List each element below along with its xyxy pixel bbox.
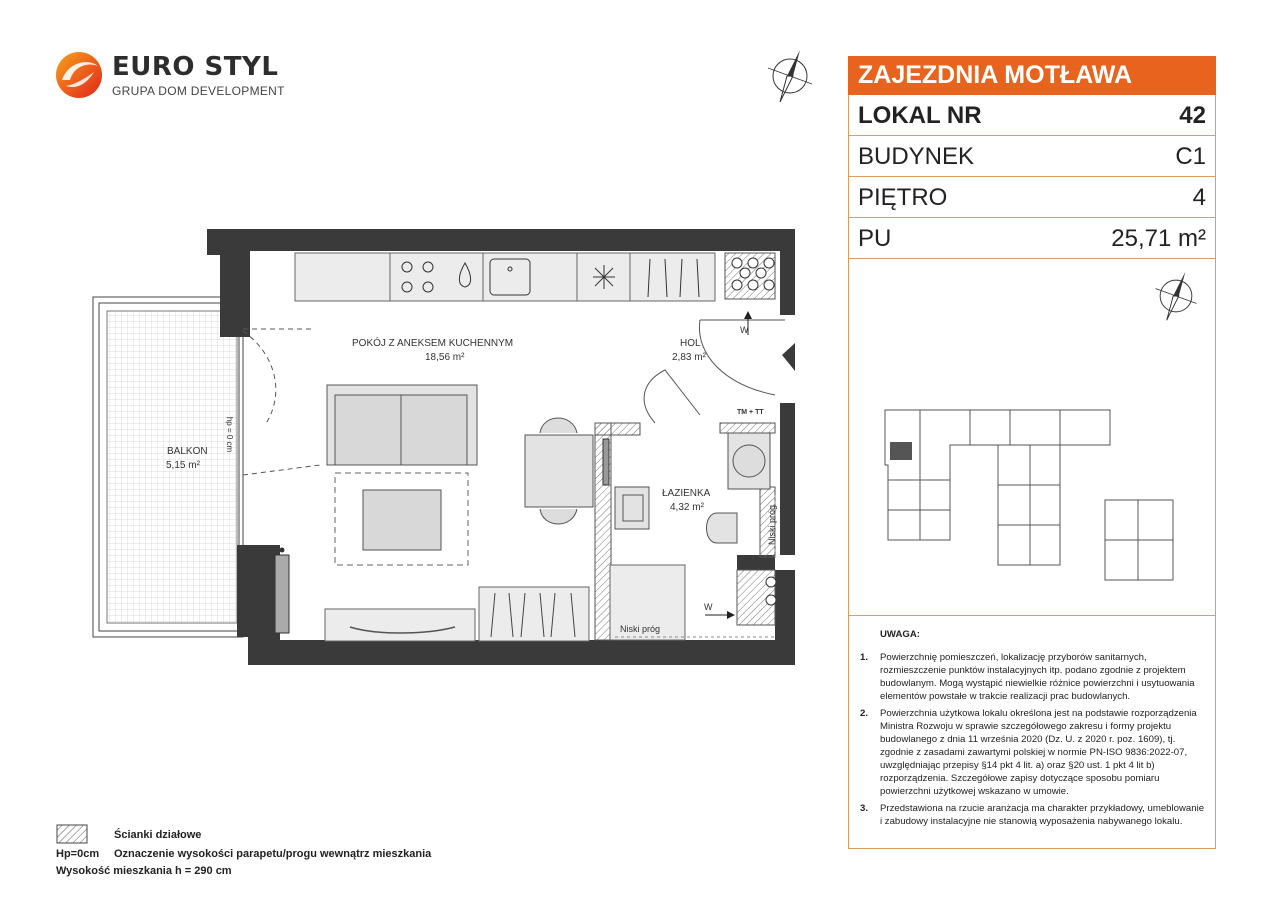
- info-row-building: [848, 136, 1216, 177]
- legend-hp-desc: Oznaczenie wysokości parapetu/progu wewnątrz mieszkania: [114, 848, 432, 860]
- brand-name: EURO STYL: [112, 52, 279, 82]
- info-row-area: [848, 218, 1216, 259]
- info-row-floor: [848, 177, 1216, 218]
- notes-divider: [848, 615, 1216, 616]
- info-row-value: 42: [1179, 102, 1206, 129]
- notes-title: UWAGA:: [880, 629, 920, 640]
- room-name-balcony: BALKON: [167, 446, 208, 457]
- brand-logo-icon: [54, 50, 104, 100]
- legend-hp-key: Hp=0cm: [56, 848, 100, 860]
- info-row-label: PU: [858, 225, 892, 252]
- threshold-height-mark: hp = 0 cm: [225, 416, 235, 453]
- investment-title: ZAJEZDNIA MOTŁAWA: [848, 56, 1216, 95]
- building-key-plan: [880, 405, 1180, 590]
- note-item: [860, 707, 1205, 798]
- info-row-label: PIĘTRO: [858, 184, 948, 211]
- legend-height: Wysokość mieszkania h = 290 cm: [56, 865, 232, 877]
- room-area-bathroom: 4,32 m²: [670, 502, 704, 513]
- low-threshold-mark-vertical: Niski próg: [767, 504, 778, 546]
- note-text: Powierzchnia użytkowa lokalu określona jest na podstawie rozporządzenia Ministra Rozwoju w sprawie szczegółowego zakresu i formy projektu budowlanego z dnia 11 września 2020 (Dz. U. z 2020 r. poz. 1609), tj. zgodnie z zasadami zawartymi polskiej w normie PN-ISO 9836:2022-07, uwzględniając przepisy §14 pkt 4 lit. a) oraz §20 ust. 1 pkt 4 lit b) rozporządzenia. Szczegółowe zapisy dotyczące sposobu pomiaru powierzchni użytkowej wskazano w umowie.: [880, 708, 1197, 797]
- room-name-bathroom: ŁAZIENKA: [662, 488, 711, 499]
- room-area-living: 18,56 m²: [425, 352, 465, 363]
- tm-tt-mark: TM + TT: [737, 409, 764, 416]
- notes-section: [860, 628, 1205, 832]
- note-item: [860, 802, 1205, 828]
- note-number: 1.: [860, 652, 869, 663]
- legend-partitions: Ścianki działowe: [114, 829, 202, 841]
- info-row-value: C1: [1175, 143, 1206, 170]
- water-meter-mark: W: [740, 325, 749, 335]
- info-row-value: 4: [1192, 184, 1206, 211]
- compass-icon: [760, 46, 820, 106]
- room-area-hall: 2,83 m²: [672, 352, 706, 363]
- info-row-value: 25,71 m²: [1111, 225, 1206, 252]
- panel-compass-icon: [1148, 268, 1204, 324]
- info-row-unit: [848, 95, 1216, 136]
- info-row-label: LOKAL NR: [858, 102, 982, 129]
- note-number: 3.: [860, 803, 869, 814]
- note-item: [860, 651, 1205, 703]
- note-text: Powierzchnię pomieszczeń, lokalizację przyborów sanitarnych, rozmieszczenie punktów instalacyjnych itp. podano zgodnie z projektem budowlanym. Mogą wystąpić niewielkie różnice powierzchni i usytuowania elementów powstałe w trakcie realizacji prac budowlanych.: [880, 652, 1195, 702]
- note-number: 2.: [860, 708, 869, 719]
- note-text: Przedstawiona na rzucie aranżacja ma charakter przykładowy, umeblowanie i zabudowy instalacyjne nie stanowią wyposażenia nabywanego lokalu.: [880, 803, 1205, 827]
- brand-subtitle: GRUPA DOM DEVELOPMENT: [112, 84, 285, 98]
- info-row-label: BUDYNEK: [858, 143, 975, 170]
- room-area-balcony: 5,15 m²: [166, 460, 200, 471]
- water-mark-bathroom: W: [704, 602, 713, 612]
- partition-hatch-icon: [56, 824, 88, 844]
- low-threshold-mark: Niski próg: [620, 624, 661, 634]
- room-name-living: POKÓJ Z ANEKSEM KUCHENNYM: [352, 338, 514, 349]
- room-name-hall: HOL: [680, 338, 701, 349]
